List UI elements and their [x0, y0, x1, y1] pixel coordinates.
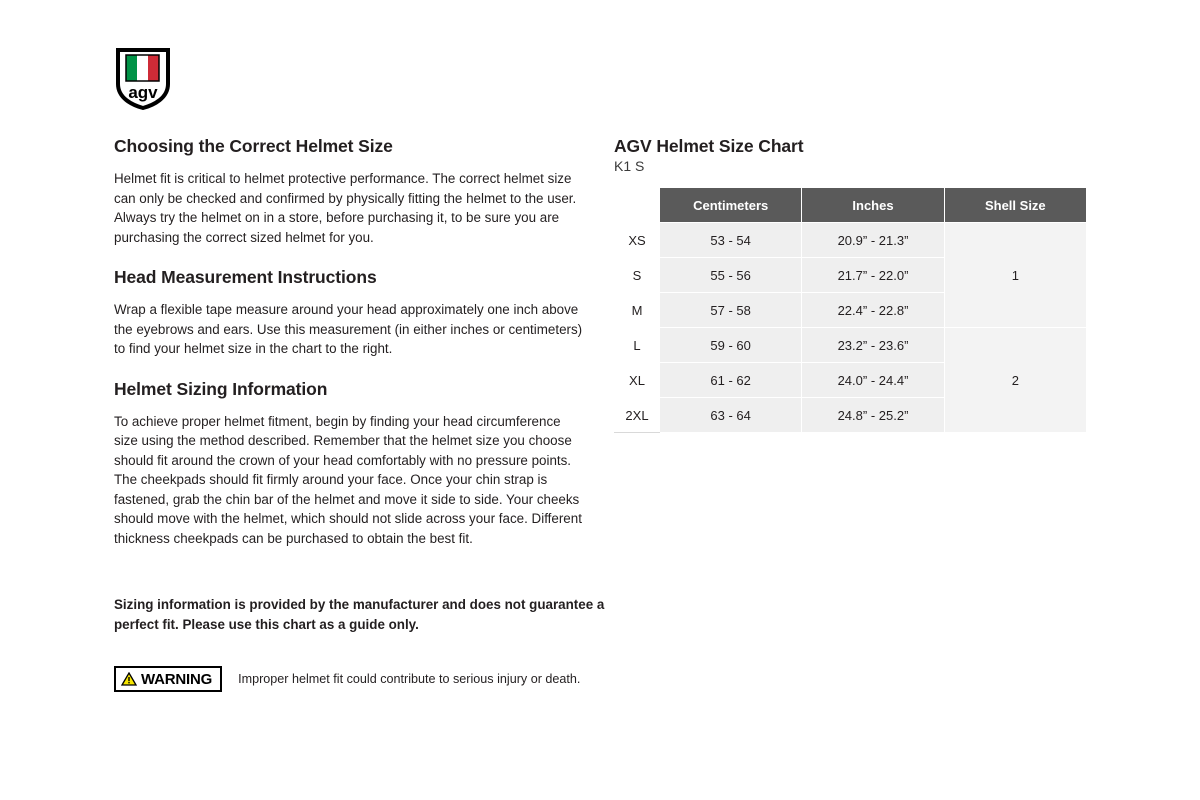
- section-body: To achieve proper helmet fitment, begin by finding your head circumference size using the method described. Remember that the helmet size you choose should fit around the crown of your head comfortably with no pressure points. The cheekpads should fit firmly around your face. Once your chin strap is fastened, grab the chin bar of the helmet and move it side to side. Your cheeks should move with the helmet, which should not slide across your face. Different thickness cheekpads can be purchased to obtain the best fit.: [114, 413, 582, 546]
- cell-centimeters: 53 - 54: [660, 223, 802, 258]
- warning-note: Improper helmet fit could contribute to serious injury or death.: [238, 672, 581, 686]
- cell-size: M: [615, 293, 660, 328]
- cell-inches: 20.9” - 21.3”: [802, 223, 944, 258]
- section-heading: Helmet Sizing Information: [114, 378, 328, 399]
- section-body: Helmet fit is critical to helmet protective performance. The correct helmet size can only be checked and confirmed by physically fitting the helmet to the user. Always try the helmet on in a store, before purchasing it, to be sure you are purchasing the correct sized helmet for you.: [114, 171, 577, 245]
- warning-label: WARNING: [141, 670, 213, 688]
- table-header-row: [615, 188, 1087, 223]
- cell-inches: 21.7” - 22.0”: [802, 258, 944, 293]
- cell-inches: 24.8” - 25.2”: [802, 398, 944, 433]
- table-row: [615, 328, 1087, 363]
- section-heading: Head Measurement Instructions: [114, 267, 377, 287]
- table-row: [615, 223, 1087, 258]
- section-choosing-size: [114, 136, 604, 247]
- chart-subtitle: K1 S: [614, 158, 645, 174]
- warning-badge: [114, 666, 222, 692]
- cell-centimeters: 61 - 62: [660, 363, 802, 398]
- cell-size: XS: [615, 223, 660, 258]
- size-chart-table: [614, 187, 1087, 433]
- sizing-disclaimer: Sizing information is provided by the manufacturer and does not guarantee a perfect fit. Please use this chart as a guide only.: [114, 597, 605, 632]
- cell-inches: 22.4” - 22.8”: [802, 293, 944, 328]
- agv-logo: [116, 48, 170, 110]
- cell-centimeters: 59 - 60: [660, 328, 802, 363]
- warning-triangle-icon: [121, 672, 137, 686]
- agv-logo-text: agv: [128, 83, 158, 102]
- header-shell-size: Shell Size: [944, 188, 1086, 223]
- header-corner-cell: [615, 188, 660, 223]
- section-heading: Choosing the Correct Helmet Size: [114, 136, 393, 156]
- chart-title: AGV Helmet Size Chart: [614, 136, 804, 156]
- section-helmet-sizing-info: [114, 379, 604, 549]
- cell-centimeters: 63 - 64: [660, 398, 802, 433]
- cell-shell-size: 1: [944, 223, 1086, 328]
- warning-row: [114, 666, 580, 692]
- cell-size: 2XL: [615, 398, 660, 433]
- header-centimeters: Centimeters: [660, 188, 802, 223]
- cell-centimeters: 57 - 58: [660, 293, 802, 328]
- section-head-measurement: [114, 267, 604, 359]
- cell-centimeters: 55 - 56: [660, 258, 802, 293]
- section-body: Wrap a flexible tape measure around your head approximately one inch above the eyebrows and ears. Use this measurement (in either inches or centimeters) to find your helmet size in the chart to the right.: [114, 302, 583, 356]
- size-chart-column: [614, 136, 1088, 433]
- information-column: [114, 136, 604, 548]
- cell-inches: 24.0” - 24.4”: [802, 363, 944, 398]
- header-inches: Inches: [802, 188, 944, 223]
- cell-shell-size: 2: [944, 328, 1086, 433]
- cell-size: XL: [615, 363, 660, 398]
- cell-inches: 23.2” - 23.6”: [802, 328, 944, 363]
- cell-size: S: [615, 258, 660, 293]
- cell-size: L: [615, 328, 660, 363]
